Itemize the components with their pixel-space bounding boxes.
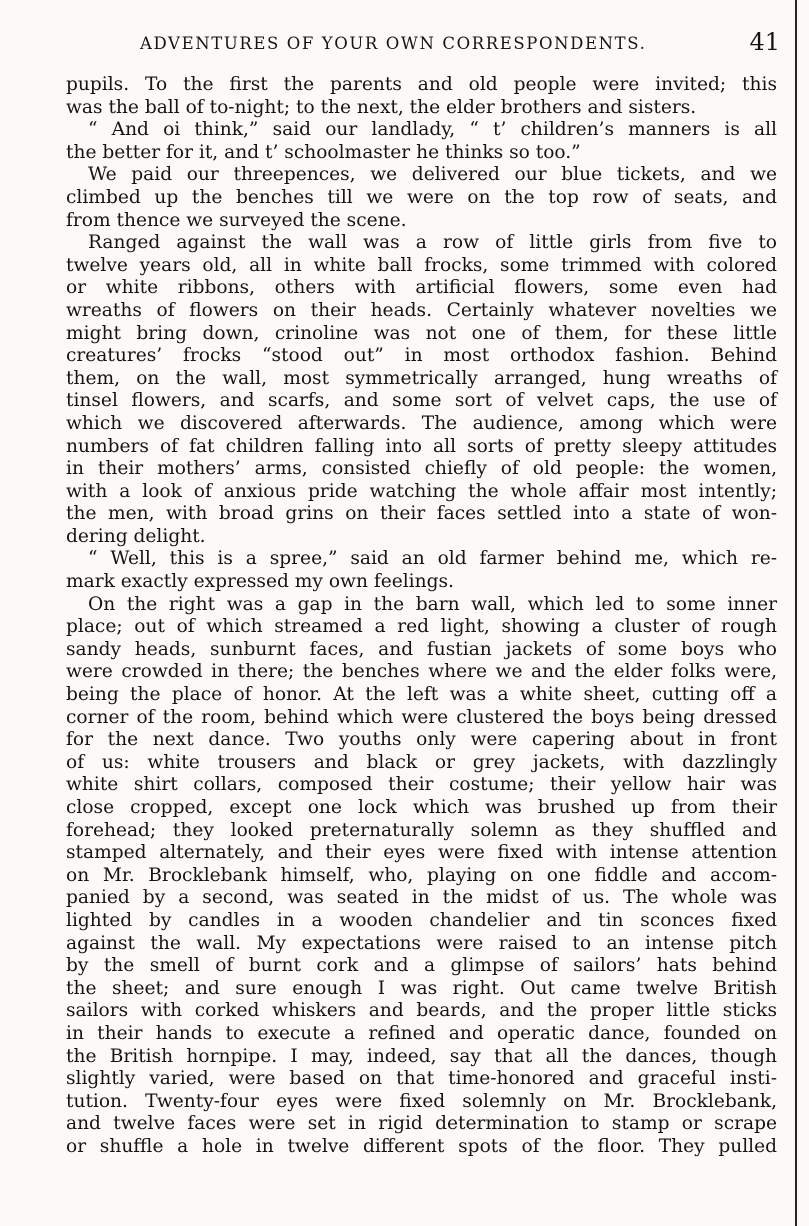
text-line: with a look of anxious pride watching the whole affair most intently; (66, 480, 777, 502)
text-line: the men, with broad grins on their faces settled into a state of won- (66, 503, 777, 525)
text-line: On the right was a gap in the barn wall, which led to some inner (88, 593, 777, 615)
text-line: of us: white trousers and black or grey jackets, with dazzlingly (66, 751, 777, 773)
body-text (66, 74, 777, 1159)
page-number: 41 (749, 28, 780, 56)
text-line: close cropped, except one lock which was brushed up from their (66, 797, 777, 818)
text-line: wreaths of flowers on their heads. Certainly whatever novelties we (66, 299, 777, 321)
text-line: or white ribbons, others with artificial flowers, some even had (66, 277, 777, 299)
text-line: mark exactly expressed my own feelings. (66, 571, 454, 593)
page-header (130, 28, 780, 58)
text-line: the better for it, and t’ schoolmaster he thinks so too.” (66, 141, 581, 163)
text-line: “ Well, this is a spree,” said an old farmer behind me, which re- (88, 548, 777, 570)
text-line: might bring down, crinoline was not one of them, for these little (66, 322, 777, 344)
text-line: panied by a second, was seated in the midst of us. The whole was (66, 887, 777, 909)
text-line: “ And oi think,” said our landlady, “ t’ children’s manners is all (88, 119, 777, 141)
text-line: or shuffle a hole in twelve different spots of the floor. They pulled (66, 1135, 777, 1157)
text-line: climbed up the benches till we were on the top row of seats, and (66, 186, 777, 208)
text-line: forehead; they looked preternaturally solemn as they shuffled and (66, 819, 777, 841)
text-line: dering delight. (66, 525, 206, 547)
text-line: on Mr. Brocklebank himself, who, playing on one fiddle and accom- (66, 864, 777, 886)
text-line: slightly varied, were based on that time-honored and graceful insti- (66, 1068, 777, 1090)
text-line: the sheet; and sure enough I was right. Out came twelve British (66, 977, 777, 999)
text-line: tution. Twenty-four eyes were fixed solemnly on Mr. Brocklebank, (66, 1090, 777, 1112)
text-line: sailors with corked whiskers and beards, and the proper little sticks (66, 1000, 777, 1022)
text-line: white shirt collars, composed their costume; their yellow hair was (66, 774, 777, 796)
text-line: them, on the wall, most symmetrically arranged, hung wreaths of (66, 367, 777, 389)
text-line: the British hornpipe. I may, indeed, say that all the dances, though (66, 1045, 777, 1067)
running-title: ADVENTURES OF YOUR OWN CORRESPONDENTS. (140, 34, 647, 53)
text-line: tinsel flowers, and scarfs, and some sort of velvet caps, the use of (66, 390, 777, 412)
text-line: and twelve faces were set in rigid determination to stamp or scrape (66, 1113, 777, 1135)
text-line: numbers of fat children falling into all sorts of pretty sleepy attitudes (66, 435, 777, 457)
text-line: sandy heads, sunburnt faces, and fustian jackets of some boys who (66, 638, 777, 660)
text-line: lighted by candles in a wooden chandelier and tin sconces fixed (66, 909, 777, 931)
text-line: place; out of which streamed a red light, showing a cluster of rough (66, 616, 777, 638)
text-line: creatures’ frocks “stood out” in most orthodox fashion. Behind (66, 345, 777, 367)
text-line: twelve years old, all in white ball frocks, some trimmed with colored (66, 254, 777, 276)
text-line: pupils. To the first the parents and old people were invited; this (66, 74, 777, 95)
page-edge-rule (795, 0, 797, 1226)
text-line: for the next dance. Two youths only were capering about in front (66, 729, 777, 751)
text-line: from thence we surveyed the scene. (66, 209, 407, 231)
text-line: corner of the room, behind which were clustered the boys being dressed (66, 706, 777, 728)
text-line: We paid our threepences, we delivered our blue tickets, and we (88, 164, 777, 186)
text-line: against the wall. My expectations were raised to an intense pitch (66, 932, 777, 954)
text-line: in their hands to execute a refined and operatic dance, founded on (66, 1022, 777, 1044)
text-line: which we discovered afterwards. The audience, among which were (66, 412, 777, 434)
text-line: by the smell of burnt cork and a glimpse of sailors’ hats behind (66, 955, 777, 977)
text-line: Ranged against the wall was a row of little girls from five to (88, 232, 777, 254)
text-line: being the place of honor. At the left was a white sheet, cutting off a (66, 684, 777, 706)
text-line: were crowded in there; the benches where we and the elder folks were, (66, 661, 777, 683)
text-line: stamped alternately, and their eyes were fixed with intense attention (66, 842, 777, 864)
text-line: in their mothers’ arms, consisted chiefly of old people: the women, (66, 458, 777, 480)
text-line: was the ball of to-night; to the next, the elder brothers and sisters. (66, 96, 697, 118)
